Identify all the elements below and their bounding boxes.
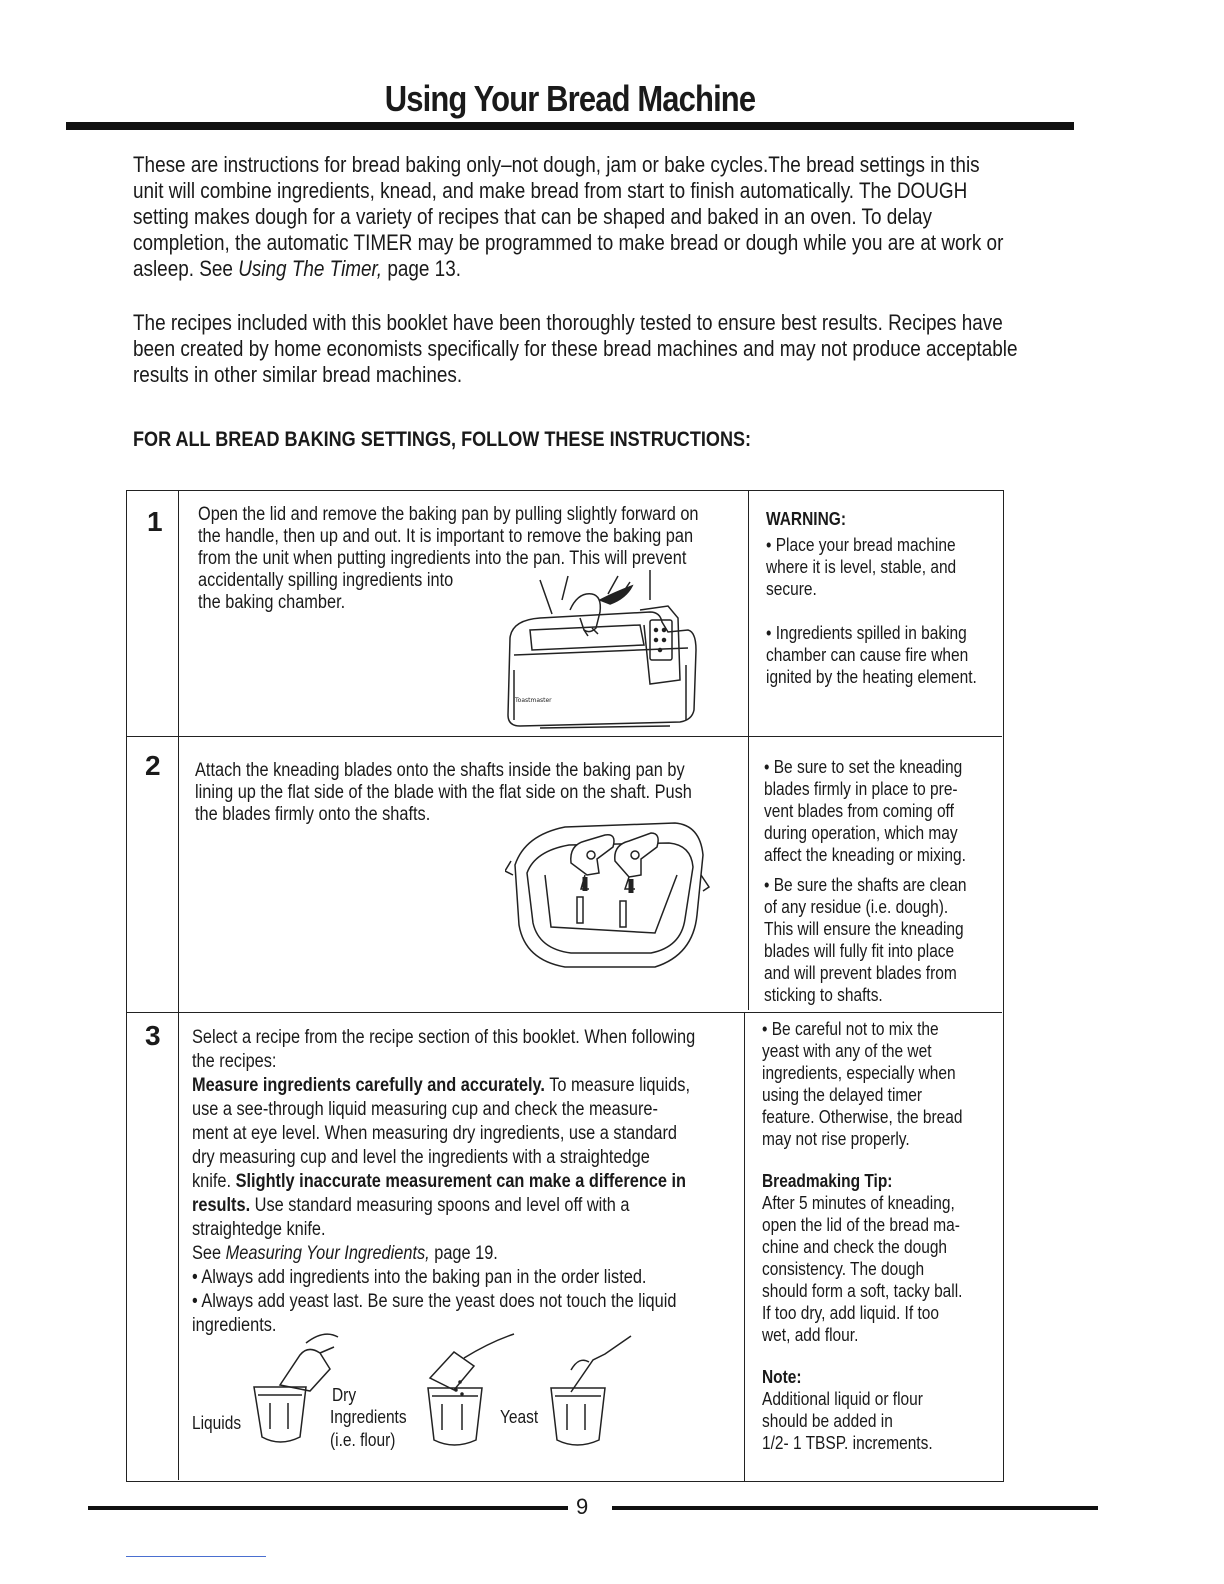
footer-rule-right [612,1506,1098,1510]
text-line: Open the lid and remove the baking pan by pulling slightly forward on [198,504,699,525]
text-line: • Always add ingredients into the baking pan in the order listed. [192,1267,647,1288]
section-heading: FOR ALL BREAD BAKING SETTINGS, FOLLOW THESE INSTRUCTIONS: [133,428,752,451]
text: asleep. See [133,256,239,281]
text-line: Select a recipe from the recipe section of this booklet. When following [192,1027,696,1048]
svg-text:Toastmaster: Toastmaster [515,697,552,704]
text-line: where it is level, stable, and [766,557,957,577]
text-line: chine and check the dough [762,1237,948,1257]
yeast-label: Yeast [500,1407,539,1427]
note-heading: Note: [762,1367,802,1387]
text-line: ment at eye level. When measuring dry ingredients, use a standard [192,1123,678,1144]
text-line: using the delayed timer [762,1085,923,1105]
step-3-text [192,1026,742,1338]
number-column-divider [178,490,179,1480]
row-divider [126,1012,1002,1013]
text-line: use a see-through liquid measuring cup and check the measure- [192,1099,658,1120]
flour-label: (i.e. flour) [330,1430,396,1450]
text-line: blades will fully fit into place [764,941,955,961]
text-line: secure. [766,579,817,599]
step-number: 2 [145,750,161,781]
ingredients-label: Ingredients [330,1407,407,1427]
text-line: • Place your bread machine [766,535,956,555]
bold-instruction: Slightly inaccurate measurement can make a difference in [235,1171,687,1192]
text-line: straightedge knife. [192,1219,326,1240]
text-line: the blades firmly onto the shafts. [195,804,431,825]
text-line [192,1194,742,1218]
page-number: 9 [576,1494,589,1519]
step-number: 1 [147,506,163,537]
text-line: during operation, which may [764,823,958,843]
text-line: • Be sure the shafts are clean [764,875,967,895]
tip-heading: Breadmaking Tip: [762,1171,893,1191]
text-line: Attach the kneading blades onto the shafts inside the baking pan by [195,760,685,781]
footer-rule-left [88,1506,568,1510]
text-line: vent blades from coming off [764,801,954,821]
text-line: This will ensure the kneading [764,919,964,939]
intro-line: setting makes dough for a variety of recipes that can be shaped and baked in an oven. To delay [133,204,933,229]
text-line: the baking chamber. [198,592,346,613]
intro-paragraph-1 [133,152,1053,282]
text-line: ignited by the heating element. [766,667,977,687]
text-line: Additional liquid or flour [762,1389,923,1409]
text-line: the recipes: [192,1051,277,1072]
text-line: • Be careful not to mix the [762,1019,939,1039]
text: page 19. [429,1243,498,1264]
text: To measure liquids, [544,1075,690,1096]
intro-line [133,256,1053,282]
intro-line: results in other similar bread machines. [133,362,463,387]
footer-mark [126,1556,266,1557]
text-line [192,1074,742,1098]
text-line: • Always add yeast last. Be sure the yeast does not touch the liquid [192,1291,677,1312]
text-line: should be added in [762,1411,893,1431]
liquids-label: Liquids [192,1413,242,1433]
measuring-reference: Measuring Your Ingredients, [225,1243,430,1264]
page-title: Using Your Bread Machine [384,78,756,119]
side-column-divider [744,1012,745,1482]
dry-label: Dry [332,1385,357,1405]
text-line: sticking to shafts. [764,985,883,1005]
text-line: wet, add flour. [762,1325,859,1345]
intro-line: These are instructions for bread baking only–not dough, jam or bake cycles.The bread settings in this [133,152,980,177]
text-line: yeast with any of the wet [762,1041,932,1061]
text-line: affect the kneading or mixing. [764,845,966,865]
text-line: chamber can cause fire when [766,645,969,665]
text: Use standard measuring spoons and level off with a [250,1195,630,1216]
step-3-side-notes [762,1018,994,1454]
text-line: from the unit when putting ingredients into the pan. This will prevent [198,548,687,569]
text-line: If too dry, add liquid. If too [762,1303,939,1323]
intro-line: The recipes included with this booklet have been thoroughly tested to ensure best results. Recipes have [133,310,1003,335]
timer-reference: Using The Timer, [238,256,383,281]
bread-machine-illustration [500,570,700,735]
text: page 13. [382,256,461,281]
warning-heading: WARNING: [766,509,846,529]
text-line: • Ingredients spilled in baking [766,623,967,643]
row-divider [126,736,1002,737]
text-line: lining up the flat side of the blade with the flat side on the shaft. Push [195,782,692,803]
text-line: may not rise properly. [762,1129,910,1149]
text-line: should form a soft, tacky ball. [762,1281,963,1301]
text-line: • Be sure to set the kneading [764,757,963,777]
intro-paragraph-2 [133,310,1053,388]
text-line: dry measuring cup and level the ingredients with a straightedge [192,1147,650,1168]
intro-line: completion, the automatic TIMER may be programmed to make bread or dough while you are at work or [133,230,1004,255]
text-line: accidentally spilling ingredients into [198,570,454,591]
step-2-side-notes [764,756,996,1006]
yeast-pour-illustration [545,1330,635,1450]
text-line: After 5 minutes of kneading, [762,1193,955,1213]
text-line: ingredients, especially when [762,1063,956,1083]
text-line: consistency. The dough [762,1259,925,1279]
bold-instruction: Measure ingredients carefully and accurately. [192,1075,545,1096]
text-line: blades firmly in place to pre- [764,779,958,799]
baking-pan-illustration [505,815,710,975]
text-line: feature. Otherwise, the bread [762,1107,963,1127]
bold-instruction: results. [192,1195,251,1216]
text: See [192,1243,226,1264]
text-line [192,1242,742,1266]
text-line: and will prevent blades from [764,963,957,983]
text: knife. [192,1171,236,1192]
liquids-pour-illustration [250,1325,340,1450]
title-rule [66,122,1074,130]
step-number: 3 [145,1020,161,1051]
text-line: the handle, then up and out. It is important to remove the baking pan [198,526,694,547]
text-line: 1/2- 1 TBSP. increments. [762,1433,933,1453]
text-line [192,1170,742,1194]
text-line: open the lid of the bread ma- [762,1215,960,1235]
text-line: of any residue (i.e. dough). [764,897,949,917]
warning-box [766,508,998,688]
intro-line: been created by home economists specifically for these bread machines and may not produce acceptable [133,336,1018,361]
intro-line: unit will combine ingredients, knead, and make bread from start to finish automatically. The DOUGH [133,178,968,203]
dry-ingredients-pour-illustration [420,1332,520,1452]
text-line: ingredients. [192,1315,277,1336]
